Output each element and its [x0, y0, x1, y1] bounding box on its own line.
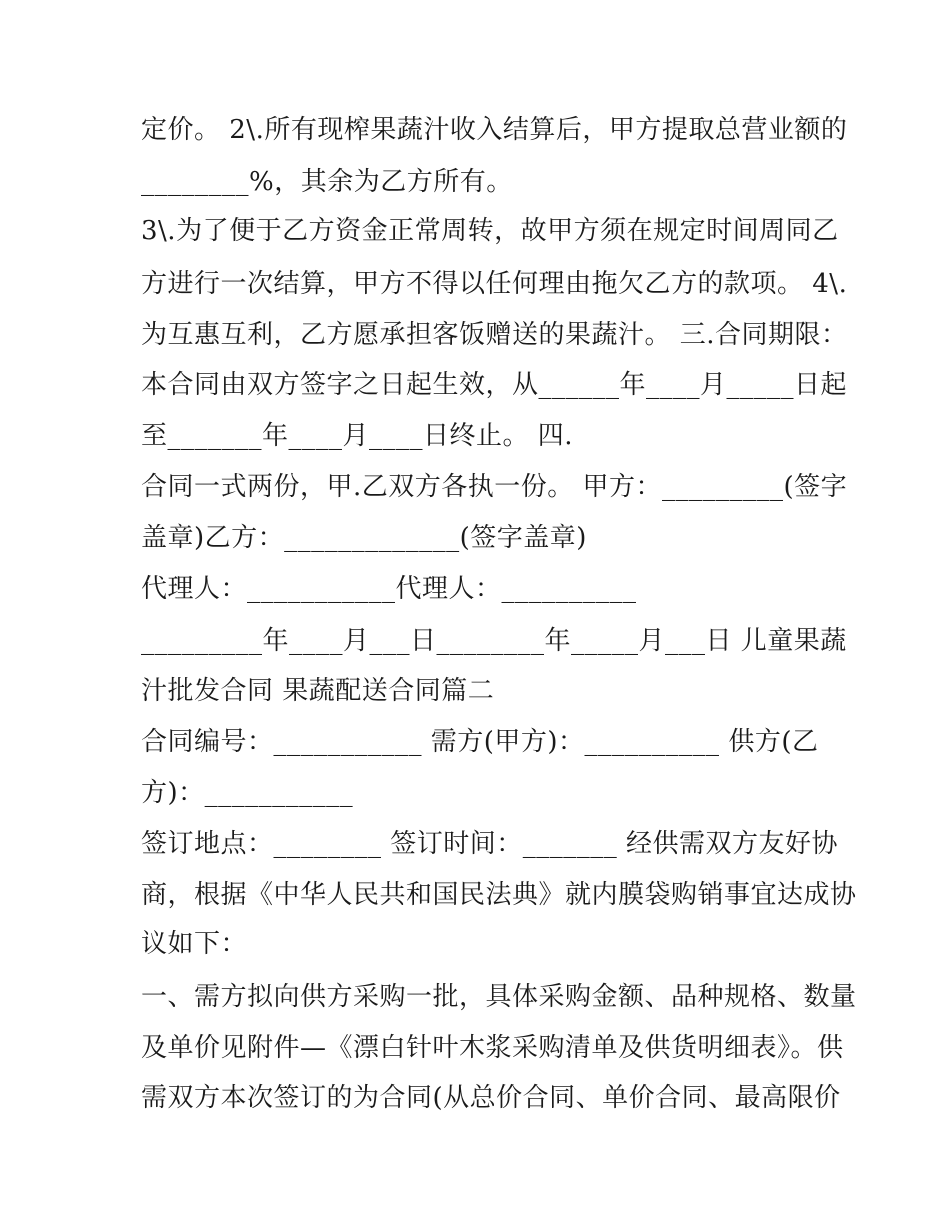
text-line: 本合同由双方签字之日起生效，从______年____月_____日起	[141, 370, 848, 400]
text-line: 方)：___________	[141, 778, 354, 808]
text-line: 盖章)乙方：_____________(签字盖章)	[141, 523, 587, 553]
text-line: 议如下：	[141, 929, 248, 959]
text-line: 汁批发合同 果蔬配送合同篇二	[141, 676, 495, 706]
text-line: 至_______年____月____日终止。 四.	[141, 421, 574, 451]
text-line: 需双方本次签订的为合同(从总价合同、单价合同、最高限价	[141, 1083, 841, 1113]
text-line: 为互惠互利，乙方愿承担客饭赠送的果蔬汁。 三.合同期限：	[141, 320, 848, 350]
text-line: 一、需方拟向供方采购一批，具体采购金额、品种规格、数量	[141, 982, 857, 1012]
text-line: 合同编号：___________ 需方(甲方)：__________ 供方(乙	[141, 727, 819, 757]
text-line: 合同一式两份，甲.乙双方各执一份。 甲方：_________(签字	[141, 472, 848, 502]
text-line: 定价。 2\.所有现榨果蔬汁收入结算后，甲方提取总营业额的	[141, 115, 848, 145]
text-line: 及单价见附件—《漂白针叶木浆采购清单及供货明细表》。供	[141, 1033, 844, 1063]
text-line: 3\.为了便于乙方资金正常周转，故甲方须在规定时间周同乙	[141, 216, 839, 246]
text-line: 代理人：___________代理人：__________	[141, 574, 637, 604]
text-line: 方进行一次结算，甲方不得以任何理由拖欠乙方的款项。 4\.	[141, 269, 848, 299]
text-line: _________年____月___日________年_____月___日 儿童果蔬	[141, 626, 847, 656]
text-line: 商，根据《中华人民共和国民法典》就内膜袋购销事宜达成协	[141, 880, 857, 910]
text-line: ________%，其余为乙方所有。	[141, 167, 513, 197]
text-line: 签订地点：________ 签订时间：_______ 经供需双方友好协	[141, 829, 839, 859]
